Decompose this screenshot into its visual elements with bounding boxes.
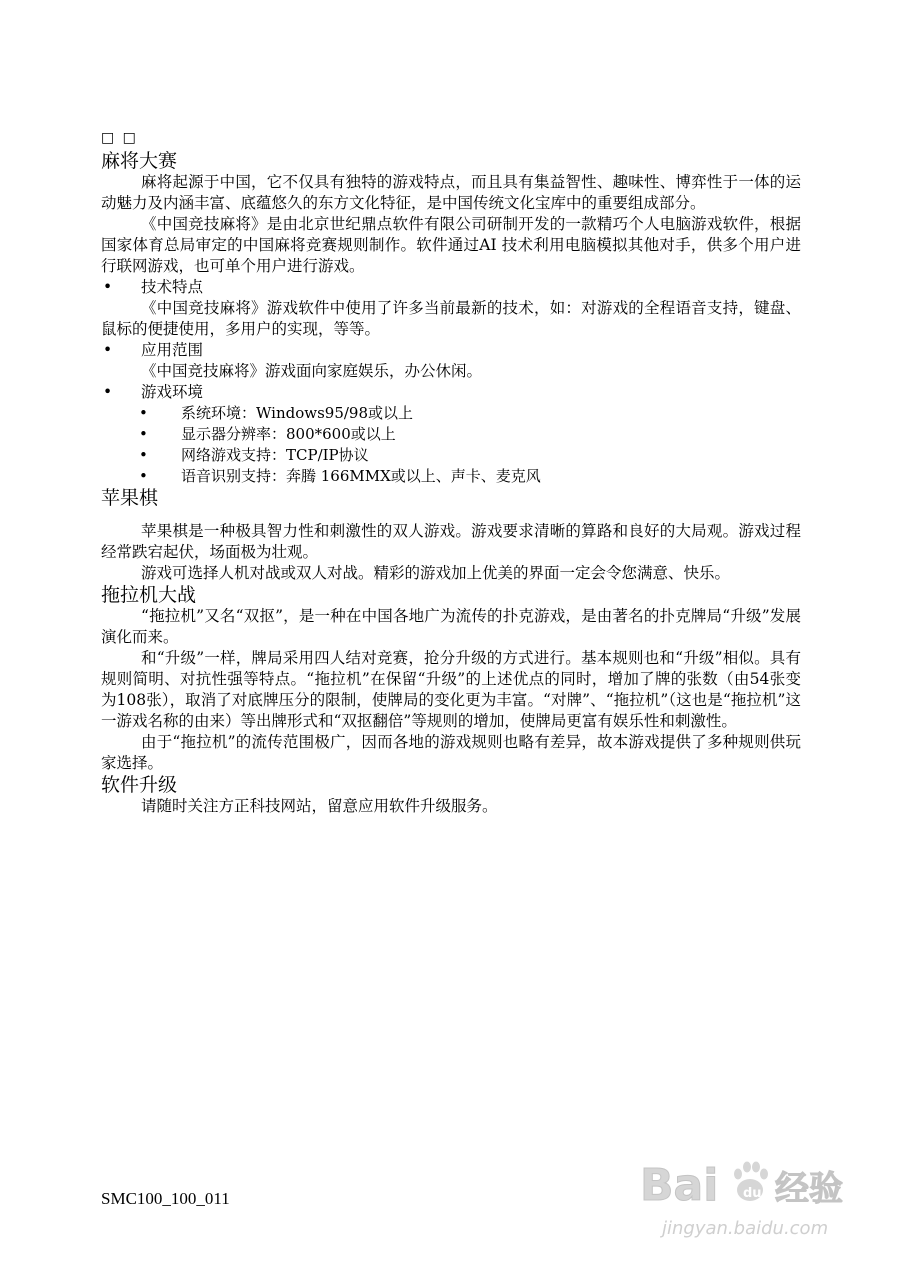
apple-paragraph-2: 游戏可选择人机对战或双人对战。精彩的游戏加上优美的界面一定会令您满意、快乐。 <box>141 564 731 582</box>
env-item-system: • 系统环境：Windows95/98或以上 <box>101 403 801 424</box>
env-item-network: • 网络游戏支持：TCP/IP协议 <box>101 445 801 466</box>
bullet-tech-features <box>101 277 801 298</box>
bullet-application-scope <box>101 340 801 361</box>
document-body <box>101 128 801 817</box>
section-software-upgrade <box>101 774 801 817</box>
section-title-tractor: 拖拉机大战 <box>101 584 197 606</box>
mahjong-paragraph-2: 《中国竞技麻将》是由北京世纪鼎点软件有限公司研制开发的一款精巧个人电脑游戏软件，根据国家体育总局审定的中国麻将竞赛规则制作。软件通过AI 技术利用电脑模拟其他对手，供多个用户进行联网游戏，也可单个用户进行游戏。 <box>101 215 801 275</box>
tech-features-text: 《中国竞技麻将》游戏软件中使用了许多当前最新的技术，如：对游戏的全程语音支持，键盘、鼠标的便捷使用，多用户的实现，等等。 <box>101 299 801 338</box>
section-mahjong <box>101 150 801 487</box>
baidu-logo-icon <box>640 1148 880 1218</box>
baidu-jingyan-watermark <box>640 1148 880 1258</box>
game-environment-title: 游戏环境 <box>141 383 204 401</box>
spacer <box>101 509 801 521</box>
header-placeholder-boxes: □ □ <box>101 130 138 146</box>
tractor-paragraph-1: “拖拉机”又名“双抠”，是一种在中国各地广为流传的扑克游戏，是由著名的扑克牌局“升级”发展演化而来。 <box>101 607 801 646</box>
svg-text:Bai: Bai <box>640 1160 719 1211</box>
footer-document-code: SMC100_100_011 <box>101 1189 230 1208</box>
svg-text:du: du <box>743 1186 762 1201</box>
section-title-apple-chess: 苹果棋 <box>101 487 159 509</box>
mahjong-scope-list <box>101 340 801 361</box>
env-item-voice: • 语音识别支持：奔腾 166MMX或以上、声卡、麦克风 <box>101 466 801 487</box>
watermark-url: jingyan.baidu.com <box>662 1218 829 1239</box>
mahjong-env-list <box>101 382 801 403</box>
section-tractor <box>101 584 801 774</box>
apple-paragraph-1: 苹果棋是一种极具智力性和刺激性的双人游戏。游戏要求清晰的算路和良好的大局观。游戏过程经常跌宕起伏，场面极为壮观。 <box>101 522 801 561</box>
section-apple-chess <box>101 487 801 584</box>
application-scope-text: 《中国竞技麻将》游戏面向家庭娱乐，办公休闲。 <box>141 362 483 380</box>
env-item-display: • 显示器分辨率：800*600或以上 <box>101 424 801 445</box>
upgrade-paragraph: 请随时关注方正科技网站，留意应用软件升级服务。 <box>141 797 498 815</box>
environment-requirements-list <box>101 403 801 487</box>
tech-features-title: 技术特点 <box>141 278 204 296</box>
section-title-upgrade: 软件升级 <box>101 774 178 796</box>
application-scope-title: 应用范围 <box>141 341 204 359</box>
mahjong-paragraph-1: 麻将起源于中国，它不仅具有独特的游戏特点，而且具有集益智性、趣味性、博弈性于一体的运动魅力及内涵丰富、底蕴悠久的东方文化特征，是中国传统文化宝库中的重要组成部分。 <box>101 173 801 212</box>
svg-text:经验: 经验 <box>775 1169 843 1209</box>
section-title-mahjong: 麻将大赛 <box>101 150 178 172</box>
tractor-paragraph-3: 由于“拖拉机”的流传范围极广，因而各地的游戏规则也略有差异，故本游戏提供了多种规则供玩家选择。 <box>101 733 801 772</box>
mahjong-feature-list <box>101 277 801 298</box>
bullet-game-environment <box>101 382 801 403</box>
tractor-paragraph-2: 和“升级”一样，牌局采用四人结对竞赛，抢分升级的方式进行。基本规则也和“升级”相似。具有规则简明、对抗性强等特点。“拖拉机”在保留“升级”的上述优点的同时，增加了牌的张数（由54张变为108张），取消了对底牌压分的限制，使牌局的变化更为丰富。“对牌”、“拖拉机”（这也是“拖拉机”这一游戏名称的由来）等出牌形式和“双抠翻倍”等规则的增加，使牌局更富有娱乐性和刺激性。 <box>101 649 801 730</box>
